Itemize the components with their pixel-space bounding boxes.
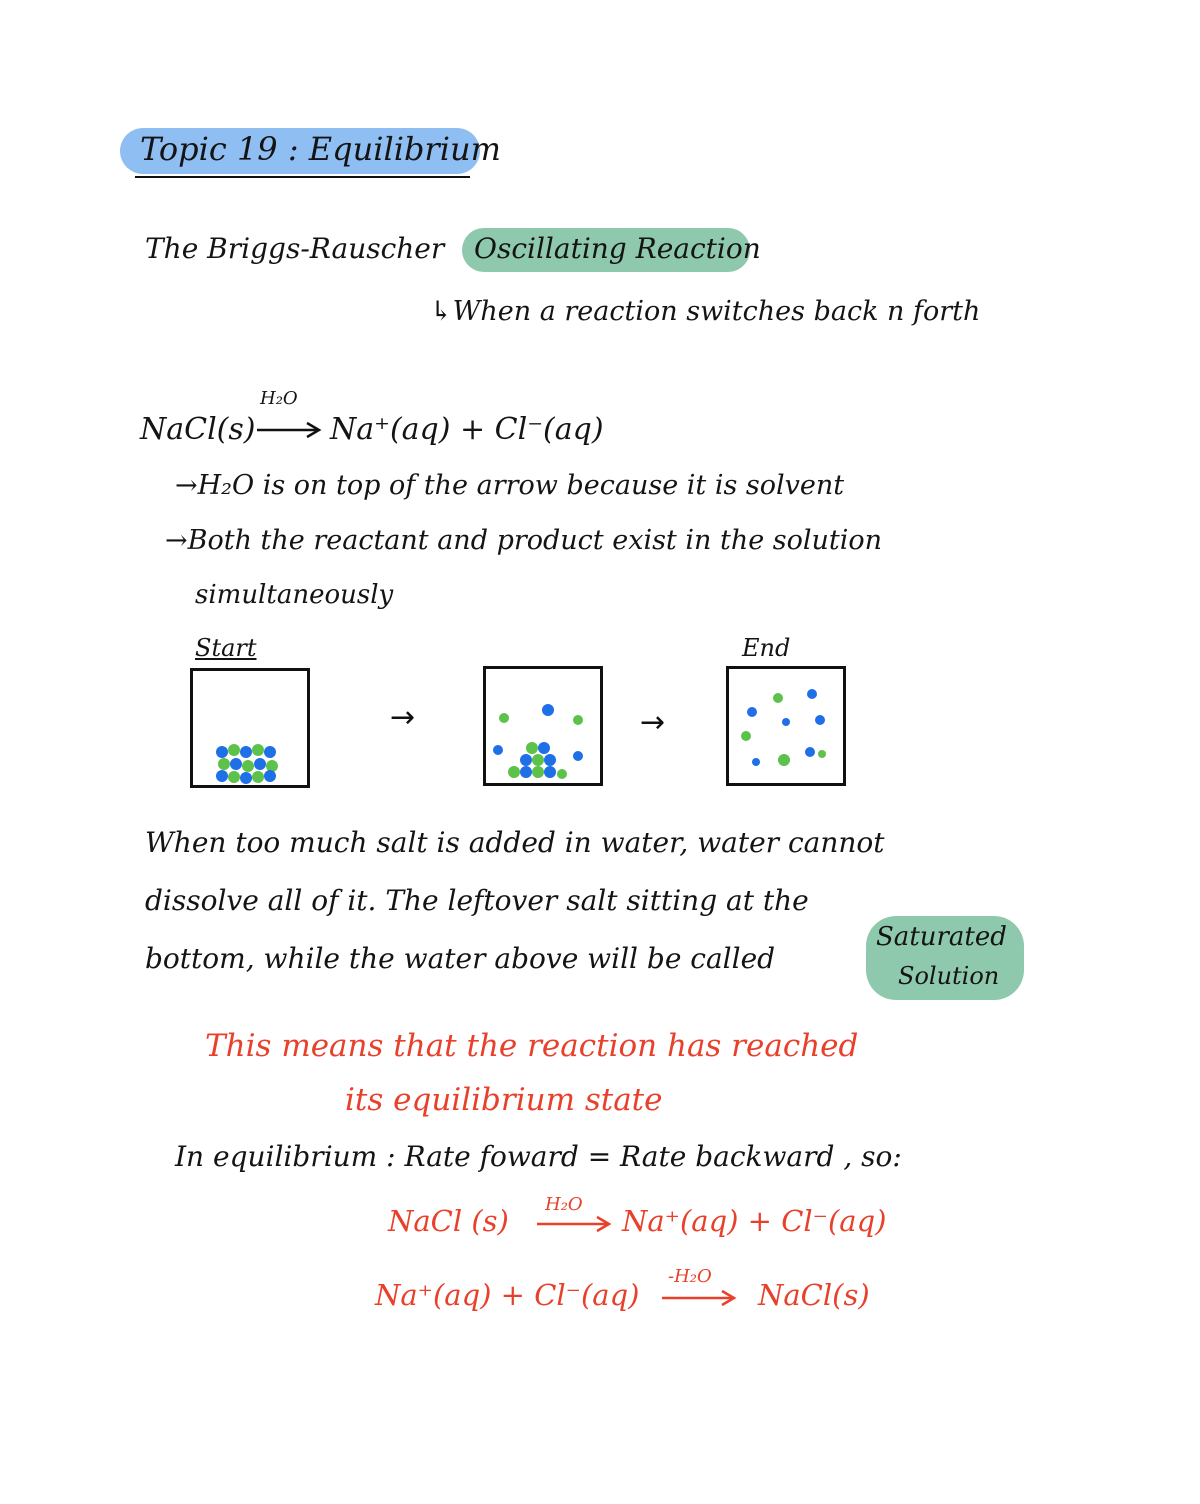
middle-particles (493, 704, 583, 779)
eq3-right: NaCl(s) (758, 1278, 870, 1312)
eq2-right: Na⁺(aq) + Cl⁻(aq) (622, 1204, 887, 1238)
para-line-2: dissolve all of it. The leftover salt sitting at the (145, 884, 809, 917)
saturated-word: Saturated (876, 922, 1007, 952)
diagram-arrow-2: → (640, 705, 666, 740)
eq3-arrow-label: -H₂O (668, 1266, 712, 1287)
end-particles (741, 689, 826, 766)
eq2-left: NaCl (s) (388, 1204, 509, 1238)
eq3-arrow (660, 1288, 740, 1308)
switch-note: ↳When a reaction switches back n forth (430, 296, 981, 327)
eq1-right: Na⁺(aq) + Cl⁻(aq) (330, 412, 604, 447)
eq1-arrow-label: H₂O (260, 388, 298, 409)
bullet-3: simultaneously (195, 580, 394, 610)
line1-text: The Briggs-Rauscher (145, 232, 445, 265)
eq3-left: Na⁺(aq) + Cl⁻(aq) (375, 1278, 640, 1312)
bullet-1: →H₂O is on top of the arrow because it is solvent (175, 470, 845, 501)
equilibrium-line: In equilibrium : Rate foward = Rate backward , so: (175, 1140, 902, 1173)
eq2-arrow (535, 1214, 615, 1234)
eq1-left: NaCl(s) (140, 412, 256, 447)
label-end: End (742, 634, 791, 662)
red-note-line-1: This means that the reaction has reached (205, 1028, 859, 1064)
red-note-line-2: its equilibrium state (345, 1082, 663, 1118)
para-line-1: When too much salt is added in water, water cannot (145, 826, 885, 859)
oscillating-reaction-text: Oscillating Reaction (474, 232, 761, 265)
eq2-arrow-label: H₂O (545, 1194, 583, 1215)
page-title: Topic 19 : Equilibrium (140, 130, 501, 168)
bullet-2: →Both the reactant and product exist in the solution (165, 525, 883, 556)
label-start: Start (195, 634, 257, 662)
solution-word: Solution (898, 962, 1000, 990)
diagram-arrow-1: → (390, 700, 416, 735)
start-particles (216, 744, 278, 784)
para-line-3: bottom, while the water above will be called (145, 942, 776, 975)
